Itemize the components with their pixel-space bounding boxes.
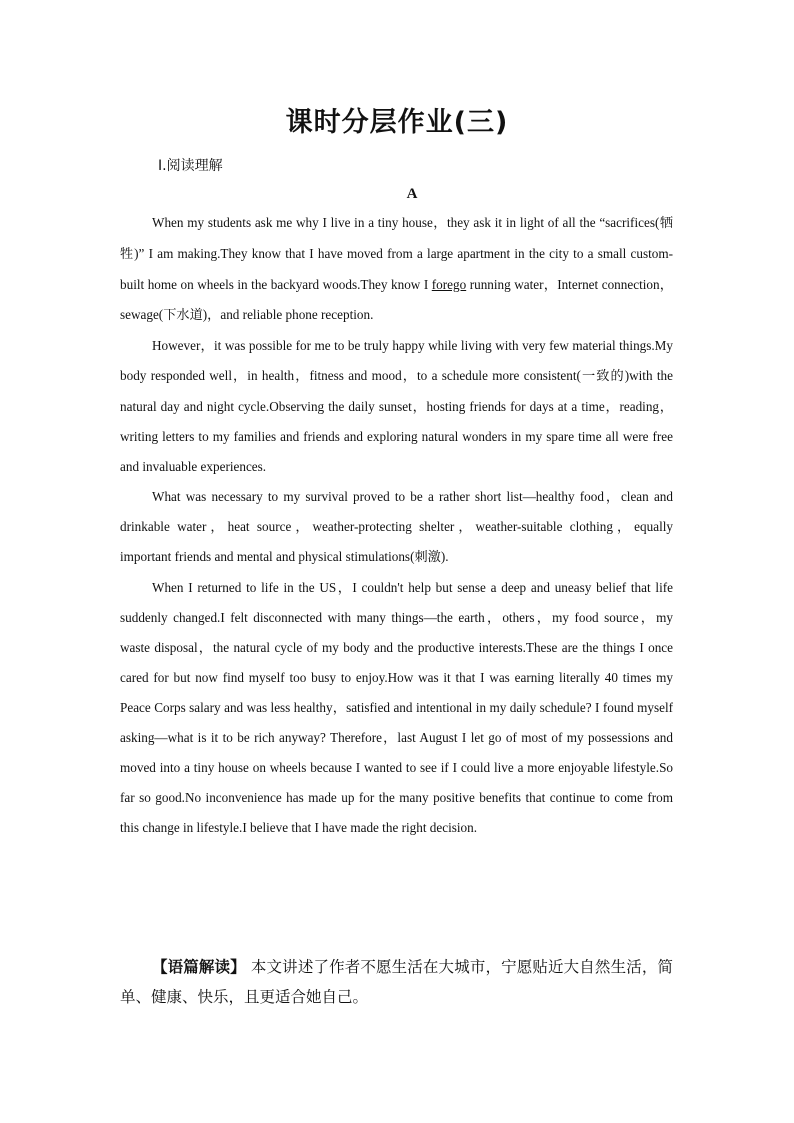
paragraph-2-text-c: )with the natural day and night cycle.Observing the daily sunset，hosting friends for days at a time，reading，writing letters to my families and friends and exploring natural wonders in my spare time all were free and invaluable experiences. — [120, 368, 674, 474]
paragraph-1-text-a: When my students ask me why I live in a tiny house，they ask it in light of all the “sacrifices( — [152, 215, 660, 230]
underlined-word-forego: forego — [431, 277, 467, 292]
gloss-stimulations: 刺激 — [414, 550, 441, 565]
paragraph-3 — [120, 482, 673, 573]
analysis-text: 本文讲述了作者不愿生活在大城市，宁愿贴近大自然生活，简单、健康、快乐，且更适合她自己。 — [120, 958, 673, 1006]
passage-body — [120, 208, 673, 843]
analysis-tag: 【语篇解读】 — [152, 958, 246, 976]
paragraph-1-text-g: )，and reliable phone reception. — [202, 307, 374, 322]
section-heading: Ⅰ.阅读理解 — [158, 158, 223, 174]
paragraph-2 — [120, 331, 673, 482]
paragraph-1 — [120, 208, 673, 331]
paragraph-3-text-c: ). — [440, 549, 449, 564]
paragraph-1-text-e: running water，Internet connection，sewage( — [120, 277, 673, 322]
paragraph-1-text-c: )” I am making.They know that I have moved from a large apartment in the city to a small custom-built home on wheels in the backyard woods.They know I — [120, 246, 673, 292]
page-title: 课时分层作业(三) — [285, 107, 509, 138]
paragraph-3-text-a: What was necessary to my survival proved to be a rather short list—healthy food，clean and drinkable water，heat source，weather-protecting shelter，weather-suitable clothing，equally important friends and mental and physical stimulations( — [120, 489, 673, 564]
paragraph-2-text-a: However，it was possible for me to be truly happy while living with very few material things.My body responded well，in health，fitness and mood，to a schedule more consistent( — [120, 338, 673, 383]
gloss-sewage: 下水道 — [163, 308, 203, 323]
paragraph-4: When I returned to life in the US，I couldn't help but sense a deep and uneasy belief that life suddenly changed.I felt disconnected with many things—the earth，others，my food source，my waste disposal，the natural cycle of my body and the productive interests.These are the things I once cared for but now find myself too busy to enjoy.How was it that I was earning literally 40 times my Peace Corps salary and was less healthy，satisfied and intentional in my daily schedule? I found myself asking—what is it to be rich anyway? Therefore，last August I let go of most of my possessions and moved into a tiny house on wheels because I wanted to see if I could live a more enjoyable lifestyle.So far so good.No inconvenience has made up for the many positive benefits that continue to come from this change in lifestyle.I believe that I have made the right decision. — [120, 580, 673, 835]
passage-analysis — [120, 952, 673, 1012]
passage-label: A — [406, 186, 418, 202]
gloss-consistent: 一致的 — [580, 369, 625, 384]
gloss-sacrifices: 牺牲 — [120, 216, 674, 262]
